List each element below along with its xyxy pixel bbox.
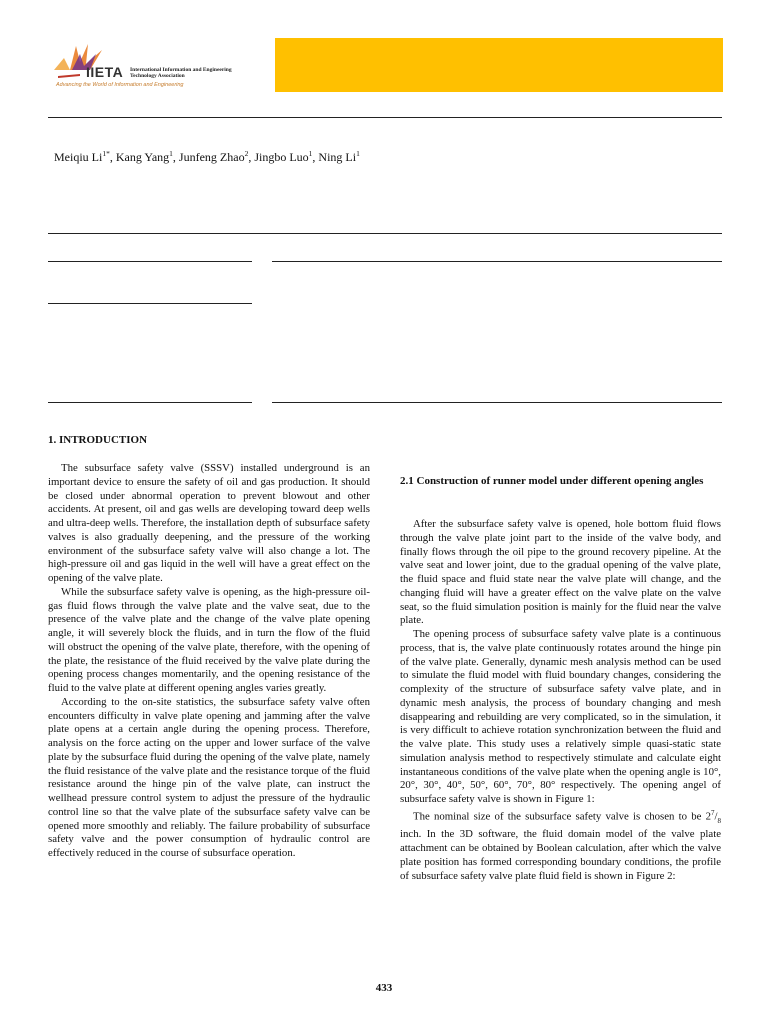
author-list: Meiqiu $Li^{1*}$, Kang Yang$^1$, Junfeng Zhao$^2$, Jingbo Luo$^1$, Ning Li$^1$ <box>54 149 360 164</box>
publisher-logo <box>48 40 246 92</box>
author: Junfeng Zhao$^2$ <box>178 149 249 164</box>
paragraph: While the subsurface safety valve is opening, as the high-pressure oil-gas fluid flows through the valve plate and the valve seat, due to the presence of the valve plate and the change of the valve plate opening angle, it will severely block the fluids, and in turn the flow of the fluid will obstruct the opening of the valve plate, therefore, with the opening of the plate, the resistance of the fluid received by the valve plate during the opening process changes momentarily, and the opening resistance of the fluid to the valve plate at different opening angles varies greatly. <box>48 585 370 694</box>
paragraph: The opening process of subsurface safety valve plate is a continuous process, that is, the valve plate continuously rotates around the hinge pin of the valve plate. Generally, dynamic mesh analysis method can be used to simulate the fluid model with fluid boundary changes, considering the complexity of the structure of subsurface safety valve plate, and in dynamic mesh analysis, the process of boundary changing and mesh disappearing and rebuilding are very complicated, so in the simulation, it is very difficult to achieve rotation synchronization between the fluid and the valve plate. This study uses a relatively simple quasi-static state simulation analysis method to respectively stimulate and calculate eight instantaneous conditions of the valve plate when the opening angle is 10°, 20°, 30°, 40°, 50°, 60°, 70°, 80° respectively. The opening angel of subsurface safety valve is shown in Figure 1: <box>400 628 721 805</box>
subsection-heading: 2.1 Construction of runner model under different opening angles <box>400 475 704 487</box>
keywords-bottom-rule <box>48 402 252 403</box>
paragraph: The subsurface safety valve (SSSV) installed underground is an important device to ensure the safety of oil and gas production. It should be closed under abnormal operation to prevent blowout and other accidents. At present, oil and gas wells are developing toward deep wells and ultra-deep wells. Therefore, the installation depth of subsurface safety valves is also gradually deepening, and the pressure of the working environment of the subsurface safety valve will also change a lot. The high-pressure oil and gas liquid in the well will have a great effect on the opening of the valve plate. <box>48 462 370 584</box>
section-heading-introduction: 1. INTRODUCTION <box>48 434 148 446</box>
right-column <box>400 518 721 883</box>
paragraph: The nominal size of the subsurface safety valve is chosen to be $2^7/_8$ inch. In the 3D software, the fluid domain model of the valve plate attachment can be obtained by Boolean calculation, after which the valve plate position has formed corresponding boundary conditions, the profile of subsurface safety valve plate fluid field is shown in Figure 2: <box>400 808 721 882</box>
logo-tagline: Advancing the World of Information and Engineering <box>56 82 184 88</box>
journal-title-band <box>275 38 723 92</box>
author: Meiqiu $Li^{1*}$ <box>54 149 110 164</box>
paragraph: After the subsurface safety valve is opened, hole bottom fluid flows through the valve plate joint part to the inside of the valve body, and finally flows through the oil pipe to the ground recovery pipeline. At the valve seat and lower joint, due to the gradual opening of the valve plate, the fluid space and fluid state near the valve plate will change, and the changing fluid will have a greater effect on the valve plate on the valve seat, so the fluid simulation position is mainly for the fluid near the valve plate. <box>400 518 721 627</box>
left-column <box>48 462 370 861</box>
logo-association-name: International Information and Engineering Technology Association <box>130 67 232 79</box>
logo-abbreviation: IIETA <box>86 64 124 80</box>
author: Jingbo Luo$^1$ <box>254 149 313 164</box>
paragraph: According to the on-site statistics, the subsurface safety valve often encounters difficulty in valve plate opening and jamming after the valve plate opens at a certain angle during the opening process. Therefore, analysis on the force acting on the upper and lower surface of the valve plate by the subsurface fluid during the opening of the valve plate, namely the fluid resistance of the valve plate and the resistance torque of the fluid resistance around the hinge pin of the valve plate, can instruct the wellhead pressure control system to adjust the pressure of the hydraulic control line so that the valve plate of the subsurface safety valve can be opened more smoothly and reliably. The failure probability of subsurface safety valve and the power consumption of hydraulic control are effectively reduced in the course of subsurface operation. <box>48 695 370 859</box>
keywords-rule-left <box>48 261 252 262</box>
abstract-rule-right <box>272 261 722 262</box>
abstract-bottom-rule <box>272 402 722 403</box>
author: Ning Li$^1$ <box>318 149 360 164</box>
header-rule <box>48 117 722 118</box>
author: Kang Yang$^1$ <box>115 149 173 164</box>
page-number: 433 <box>375 982 393 994</box>
abstract-top-rule <box>48 233 722 234</box>
keywords-divider-rule <box>48 303 252 304</box>
